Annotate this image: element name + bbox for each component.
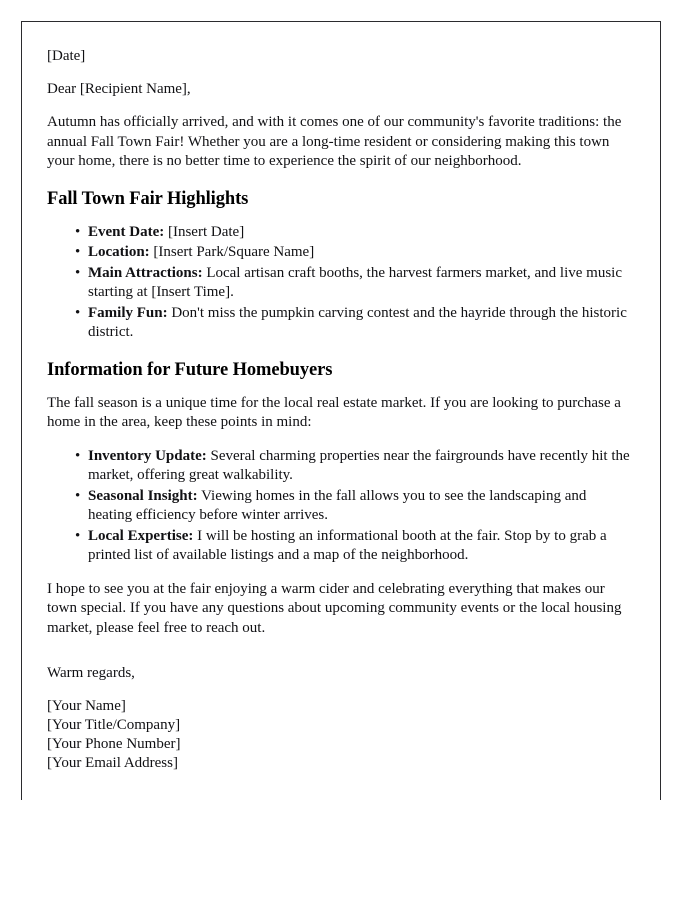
date-placeholder: [Date]	[47, 48, 86, 64]
document-page	[21, 21, 661, 800]
list-item	[47, 447, 633, 486]
list-item-text: Don't miss the pumpkin carving contest and the hayride through the historic district.	[88, 304, 627, 340]
signature-name: [Your Name]	[47, 698, 126, 714]
list-item-text: I will be hosting an informational booth at the fair. Stop by to grab a printed list of available listings and a map of the neighborhood.	[88, 527, 607, 563]
list-item-lead: Event Date:	[88, 223, 165, 240]
list-item-lead: Local Expertise:	[88, 527, 194, 544]
bullet-icon: •	[75, 223, 81, 240]
list-item	[47, 487, 633, 526]
list-item-text: Viewing homes in the fall allows you to see the landscaping and heating efficiency before winter arrives.	[88, 487, 587, 523]
list-item-lead: Location:	[88, 244, 150, 260]
signature-email: [Your Email Address]	[47, 755, 178, 771]
bullet-icon: •	[75, 304, 81, 321]
list-item-lead: Inventory Update:	[88, 447, 207, 464]
sign-off: Warm regards,	[47, 665, 135, 681]
list-item-lead: Main Attractions:	[88, 264, 203, 281]
closing-paragraph: I hope to see you at the fair enjoying a warm cider and celebrating everything that makes our town special. If you have any questions about upcoming community events or the local housing market, please feel free to reach out.	[47, 580, 622, 636]
list-item-lead: Seasonal Insight:	[88, 487, 198, 504]
list-item	[47, 264, 633, 303]
list-item-text: [Insert Date]	[164, 223, 245, 240]
signature-phone: [Your Phone Number]	[47, 736, 181, 752]
bullet-icon: •	[75, 487, 81, 504]
document-body	[47, 47, 633, 773]
bullet-icon: •	[75, 527, 81, 544]
spacer	[47, 652, 633, 664]
list-item-lead: Family Fun:	[88, 304, 168, 321]
list-item	[47, 304, 633, 343]
homebuyer-info-list	[47, 447, 633, 566]
bullet-icon: •	[75, 264, 81, 281]
intro-paragraph: Autumn has officially arrived, and with it comes one of our community's favorite traditions: the annual Fall Town Fair! Whether you are a long-time resident or considering making this town your home, there is no better time to experience the spirit of our neighborhood.	[47, 114, 622, 169]
list-item	[47, 223, 633, 243]
list-item-text: Local artisan craft booths, the harvest farmers market, and live music starting at [Insert Time].	[88, 264, 623, 300]
signature-title: [Your Title/Company]	[47, 717, 181, 733]
section-two-intro: The fall season is a unique time for the local real estate market. If you are looking to purchase a home in the area, keep these points in mind:	[47, 394, 621, 430]
bullet-icon: •	[75, 244, 81, 260]
list-item	[47, 243, 633, 263]
section-two-heading: Information for Future Homebuyers	[47, 359, 333, 380]
salutation: Dear [Recipient Name],	[47, 81, 191, 97]
bullet-icon: •	[75, 447, 81, 464]
section-one-heading: Fall Town Fair Highlights	[47, 188, 249, 209]
signature-block	[47, 697, 633, 773]
list-item-text: Several charming properties near the fairgrounds have recently hit the market, offering great walkability.	[88, 447, 630, 483]
list-item	[47, 527, 633, 566]
fair-highlights-list	[47, 223, 633, 343]
list-item-text: [Insert Park/Square Name]	[149, 244, 315, 260]
